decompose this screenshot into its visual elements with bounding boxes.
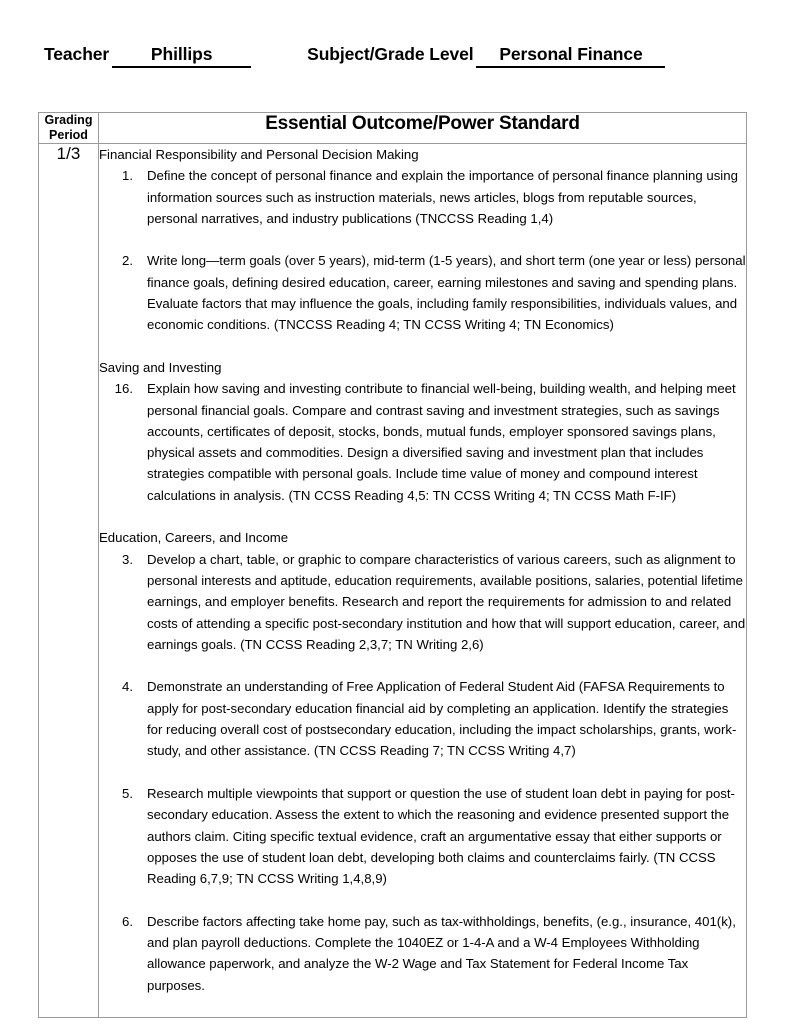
section-heading: Financial Responsibility and Personal Decision Making (99, 147, 419, 162)
subject-label: Subject/Grade Level (307, 44, 474, 64)
outcome-group (99, 144, 746, 336)
grading-period-cell: 1/3 (39, 144, 99, 1018)
list-item-number: 4. (122, 679, 133, 695)
list-item (99, 250, 746, 335)
list-item (99, 783, 746, 889)
subject-value: Personal Finance (476, 44, 665, 68)
list-item-number: 3. (122, 551, 133, 567)
section-heading: Saving and Investing (99, 359, 222, 375)
spacer-line (99, 655, 746, 676)
outcome-group (99, 357, 746, 506)
section-heading: Education, Careers, and Income (99, 530, 289, 546)
essential-outcome-cell (99, 144, 747, 1018)
table-head (39, 113, 747, 144)
spacer-line (99, 336, 746, 357)
list-item (99, 378, 746, 506)
list-item-text: Demonstrate an understanding of Free Application of Federal Student Aid (FAFSA Requirements to apply for post-secondary education financial aid by completing an application. Identify the strategies for reducing overall cost of postsecondary education, including the impact scholarships, grants, work-study, and other assistance. (TN CCSS Reading 7; TN CCSS Writing 4,7) (147, 679, 737, 759)
teacher-value: Phillips (112, 44, 251, 68)
list-item-text: Describe factors affecting take home pay, such as tax-withholdings, benefits, (e.g., insurance, 401(k), and plan payroll deductions. Complete the 1040EZ or 1-4-A and a W-4 Employees Withholding allowance paperwork, and analyze the W-2 Wage and Tax Statement for Federal Income Tax purposes. (147, 913, 736, 993)
column-header-grading-period (39, 113, 99, 144)
outcome-item-list (99, 378, 746, 506)
list-item-number: 16. (114, 381, 133, 397)
list-item-text: Research multiple viewpoints that support or question the use of student loan debt in paying for post-secondary education. Assess the extent to which the reasoning and evidence presented support the authors claim. Citing specific textual evidence, craft an argumentative essay that either supports or opposes the use of student loan debt, developing both claims and counterclaims fairly. (TN CCSS Reading 6,7,9; TN CCSS Writing 1,4,8,9) (147, 785, 735, 887)
grading-period-header-line2: Period (49, 128, 88, 142)
teacher-label: Teacher (44, 44, 110, 64)
grading-period-header-line1: Grading (44, 113, 93, 127)
spacer-line (99, 762, 746, 783)
spacer-line (99, 996, 746, 1017)
spacer-line (99, 506, 746, 527)
table-row (39, 144, 747, 1018)
spacer-line (99, 229, 746, 250)
list-item-number: 1. (122, 168, 133, 184)
outcome-item-list (99, 549, 746, 996)
list-item-text: Write long—term goals (over 5 years), mid-term (1-5 years), and short term (one year or less) personal finance goals, defining desired education, career, earning milestones and saving and spending plans. Evaluate factors that may influence the goals, including family responsibilities, individuals values, and economic conditions. (TNCCSS Reading 4; TN CCSS Writing 4; TN Economics) (147, 253, 746, 333)
document-header (44, 44, 744, 72)
outcome-item-list (99, 165, 746, 335)
list-item-number: 6. (122, 913, 133, 929)
outcome-group (99, 527, 746, 996)
table-header-row (39, 113, 747, 144)
list-item (99, 676, 746, 761)
list-item-text: Explain how saving and investing contribute to financial well-being, building wealth, and helping meet personal financial goals. Compare and contrast saving and investment strategies, such as savings accounts, certificates of deposit, stocks, bonds, mutual funds, employer sponsored savings plans, physical assets and commodities. Design a diversified saving and investment plan that includes strategies compatible with personal goals. Include time value of money and compound interest calculations in analysis. (TN CCSS Reading 4,5: TN CCSS Writing 4; TN CCSS Math F-IF) (147, 381, 736, 503)
list-item-text: Develop a chart, table, or graphic to compare characteristics of various careers, such as alignment to personal interests and aptitude, education requirements, available positions, salaries, potential lifetime earnings, and employer benefits. Research and report the requirements for admission to and related costs of attending a specific post-secondary institution and how that will support education, career, and earnings goals. (TN CCSS Reading 2,3,7; TN Writing 2,6) (147, 551, 746, 652)
standards-table (38, 112, 747, 1018)
list-item-number: 2. (122, 253, 133, 269)
list-item-number: 5. (122, 785, 133, 801)
spacer-line (99, 889, 746, 910)
list-item (99, 165, 746, 229)
column-header-essential-outcome: Essential Outcome/Power Standard (99, 113, 747, 144)
list-item-text: Define the concept of personal finance and explain the importance of personal finance planning using information sources such as instruction materials, news articles, blogs from reputable sources, personal narratives, and industry publications (TNCCSS Reading 1,4) (147, 168, 738, 226)
table-body (39, 144, 747, 1018)
list-item (99, 911, 746, 996)
subject-field (307, 44, 665, 68)
list-item (99, 549, 746, 655)
teacher-field (44, 44, 251, 68)
